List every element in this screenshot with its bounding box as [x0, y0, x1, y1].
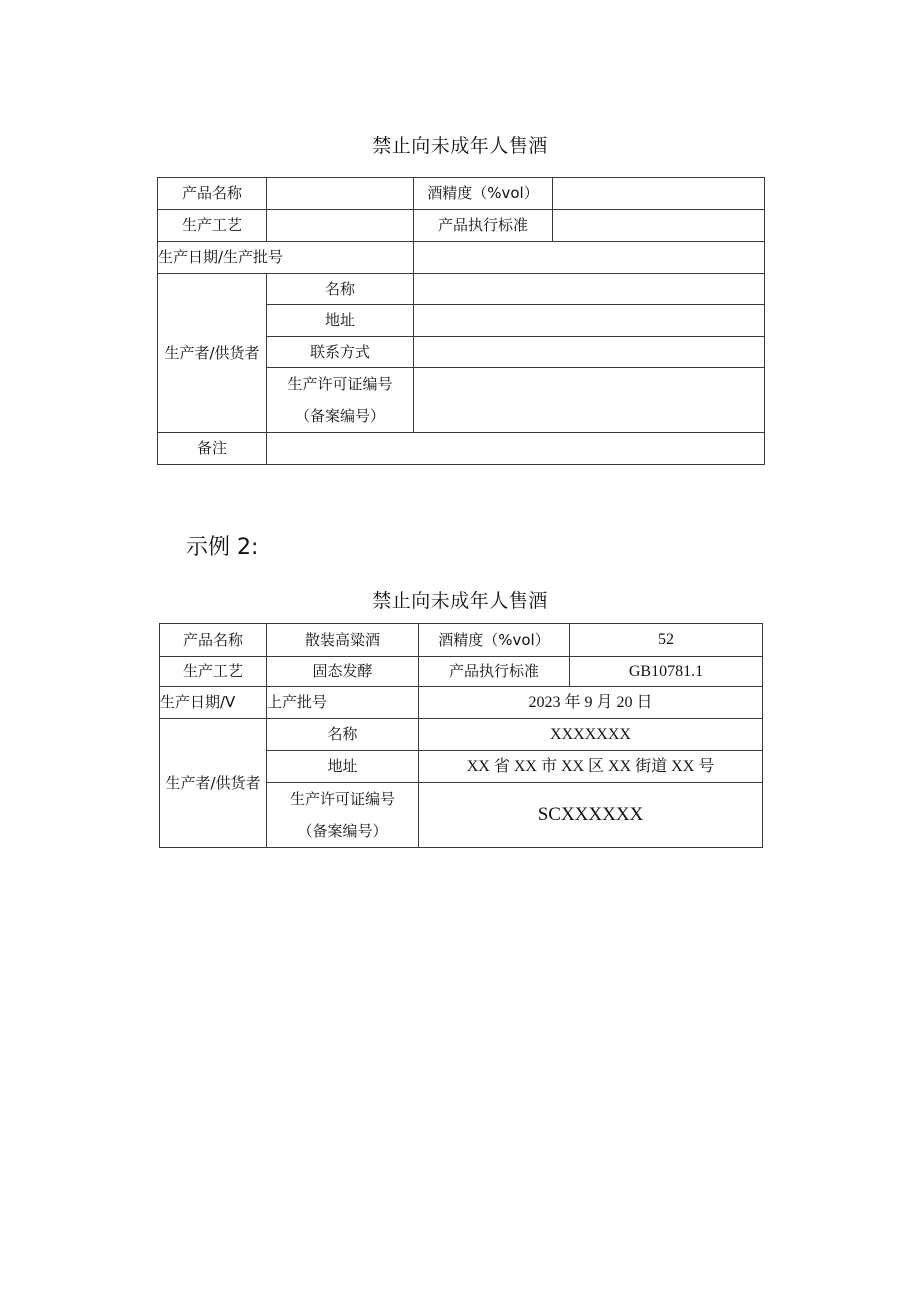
remark-label: 备注	[158, 433, 267, 465]
remark-cell	[267, 433, 765, 465]
product-name-label: 产品名称	[158, 178, 267, 210]
producer-label: 生产者/供货者	[160, 719, 267, 848]
process-label: 生产工艺	[158, 210, 267, 242]
date-batch-label: 生产日期/生产批号	[158, 242, 414, 274]
table1-title: 禁止向未成年人售酒	[372, 135, 548, 157]
date-batch-cell	[414, 242, 765, 274]
name-value: XXXXXXX	[419, 719, 763, 751]
address-label: 地址	[267, 751, 419, 783]
address-value: XX 省 XX 市 XX 区 XX 街道 XX 号	[419, 751, 763, 783]
name-cell	[414, 274, 765, 305]
standard-value: GB10781.1	[570, 657, 763, 687]
process-cell	[267, 210, 414, 242]
date-batch-label-part2: 上产批号	[267, 687, 419, 719]
address-cell	[414, 305, 765, 337]
standard-cell	[553, 210, 765, 242]
date-batch-value: 2023 年 9 月 20 日	[419, 687, 763, 719]
license-cell	[414, 368, 765, 433]
product-name-value: 散装高粱酒	[267, 624, 419, 657]
standard-label: 产品执行标准	[419, 657, 570, 687]
process-value: 固态发酵	[267, 657, 419, 687]
producer-label: 生产者/供货者	[158, 274, 267, 433]
license-label: 生产许可证编号（备案编号）	[267, 783, 419, 848]
address-label: 地址	[267, 305, 414, 337]
process-label: 生产工艺	[160, 657, 267, 687]
label-table-blank	[157, 177, 765, 465]
table2-title: 禁止向未成年人售酒	[372, 590, 548, 612]
contact-label: 联系方式	[267, 337, 414, 368]
name-label: 名称	[267, 274, 414, 305]
alcohol-label: 酒精度（%vol）	[414, 178, 553, 210]
label-table-example	[159, 623, 763, 848]
license-value: SCXXXXXX	[419, 783, 763, 848]
license-label: 生产许可证编号（备案编号）	[267, 368, 414, 433]
contact-cell	[414, 337, 765, 368]
alcohol-label: 酒精度（%vol）	[419, 624, 570, 657]
standard-label: 产品执行标准	[414, 210, 553, 242]
product-name-label: 产品名称	[160, 624, 267, 657]
alcohol-value: 52	[570, 624, 763, 657]
alcohol-cell	[553, 178, 765, 210]
product-name-cell	[267, 178, 414, 210]
name-label: 名称	[267, 719, 419, 751]
example-2-heading: 示例 2:	[186, 535, 259, 560]
date-batch-label-part1: 生产日期/V	[160, 687, 267, 719]
